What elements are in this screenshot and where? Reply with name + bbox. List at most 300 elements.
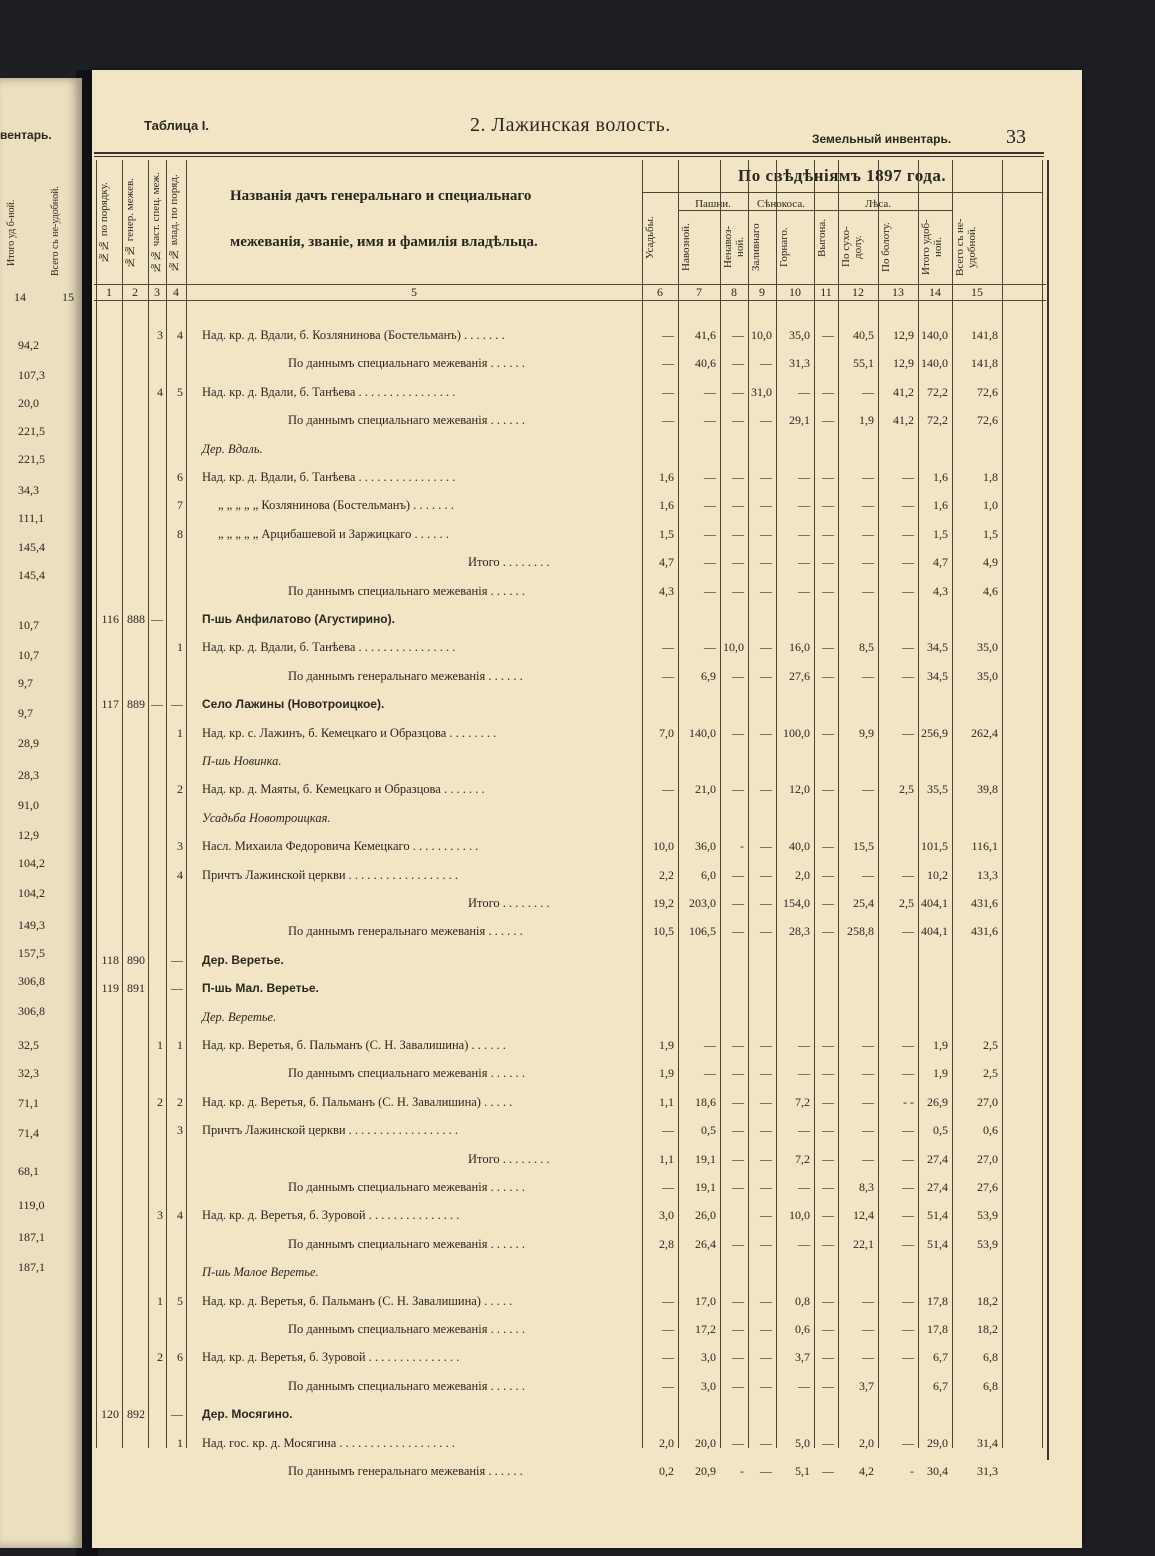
value-cell: — bbox=[798, 527, 810, 541]
value-cell: 41,2 bbox=[893, 385, 914, 399]
table-row bbox=[92, 1407, 1052, 1429]
value-cell: — bbox=[862, 1123, 874, 1137]
value-cell: 1,6 bbox=[659, 498, 674, 512]
table-row bbox=[92, 782, 1052, 804]
value-cell: — bbox=[704, 1066, 716, 1080]
column-number: 10 bbox=[789, 285, 801, 299]
row-number-cell: 118 bbox=[101, 953, 119, 967]
column-group-label: Сѣнокоса. bbox=[757, 198, 805, 210]
row-number-cell: 890 bbox=[127, 953, 145, 967]
value-cell: 12,9 bbox=[893, 328, 914, 342]
value-cell: — bbox=[662, 1322, 674, 1336]
row-number-cell: 6 bbox=[177, 1350, 183, 1364]
value-cell: 6,0 bbox=[701, 868, 716, 882]
value-cell: 19,1 bbox=[695, 1180, 716, 1194]
row-name: По даннымъ генеральнаго межеванія . . . . . . bbox=[288, 1464, 523, 1478]
table-row bbox=[92, 527, 1052, 549]
value-cell: — bbox=[822, 1464, 834, 1478]
prev-value: 187,1 bbox=[18, 1230, 45, 1244]
value-cell: 10,2 bbox=[927, 868, 948, 882]
value-cell: — bbox=[662, 640, 674, 654]
table-row bbox=[92, 726, 1052, 748]
number-column-label: №№ генер. межев. bbox=[124, 178, 136, 268]
value-cell: 1,9 bbox=[859, 413, 874, 427]
value-cell: 2,5 bbox=[899, 782, 914, 796]
value-cell: 41,6 bbox=[695, 328, 716, 342]
value-cell: 3,0 bbox=[701, 1379, 716, 1393]
row-name: Над. кр. д. Вдали, б. Танѣева . . . . . . . . . . . . . . . . bbox=[202, 470, 456, 484]
prev-value: 10,7 bbox=[18, 618, 39, 632]
value-cell: — bbox=[862, 1152, 874, 1166]
value-column-label: По сухо- долу. bbox=[840, 226, 864, 268]
value-cell: — bbox=[704, 555, 716, 569]
value-cell: 6,7 bbox=[933, 1379, 948, 1393]
column-rule bbox=[96, 160, 97, 1448]
row-name: Причтъ Лажинской церкви . . . . . . . . . . . . . . . . . . bbox=[202, 1123, 459, 1137]
value-cell: 9,9 bbox=[859, 726, 874, 740]
table-row bbox=[92, 981, 1052, 1003]
section-label: Земельный инвентарь. bbox=[812, 132, 952, 146]
row-number-cell: 2 bbox=[157, 1350, 163, 1364]
prev-column-number: 15 bbox=[62, 290, 74, 304]
value-cell: 26,4 bbox=[695, 1237, 716, 1251]
value-cell: 431,6 bbox=[971, 924, 998, 938]
value-cell: 15,5 bbox=[853, 839, 874, 853]
value-cell: — bbox=[902, 498, 914, 512]
value-cell: 72,6 bbox=[977, 385, 998, 399]
table-row bbox=[92, 1010, 1052, 1032]
value-cell: — bbox=[862, 470, 874, 484]
value-cell: — bbox=[822, 868, 834, 882]
column-rule bbox=[186, 160, 187, 1448]
value-column-label: Заливнаго bbox=[750, 223, 762, 271]
row-number-cell: — bbox=[151, 697, 163, 711]
prev-value: 145,4 bbox=[18, 540, 45, 554]
row-name: Над. кр. д. Веретья, б. Пальманъ (С. Н. Завалишина) . . . . . bbox=[202, 1294, 513, 1308]
table-row bbox=[92, 328, 1052, 350]
value-cell: 39,8 bbox=[977, 782, 998, 796]
row-number-cell: 116 bbox=[101, 612, 119, 626]
table-row bbox=[92, 1038, 1052, 1060]
row-number-cell: — bbox=[171, 981, 183, 995]
value-cell: — bbox=[662, 1294, 674, 1308]
value-cell: 16,0 bbox=[789, 640, 810, 654]
value-cell: 12,0 bbox=[789, 782, 810, 796]
row-name: П-шь Малое Веретье. bbox=[202, 1265, 319, 1279]
column-group-label: Пашни. bbox=[695, 198, 731, 210]
value-cell: — bbox=[822, 584, 834, 598]
value-cell: — bbox=[902, 527, 914, 541]
value-cell: — bbox=[902, 1294, 914, 1308]
row-name: Над. кр. д. Вдали, б. Танѣева . . . . . . . . . . . . . . . . bbox=[202, 640, 456, 654]
page-number: 33 bbox=[1006, 126, 1026, 148]
row-name: Село Лажины (Новотроицкое). bbox=[202, 697, 385, 711]
value-cell: 36,0 bbox=[695, 839, 716, 853]
value-cell: — bbox=[732, 782, 744, 796]
prev-value: 157,5 bbox=[18, 946, 45, 960]
value-cell: 0,6 bbox=[983, 1123, 998, 1137]
value-cell: — bbox=[732, 1350, 744, 1364]
value-cell: — bbox=[862, 1294, 874, 1308]
value-cell: 72,6 bbox=[977, 413, 998, 427]
value-cell: — bbox=[902, 1180, 914, 1194]
table-row bbox=[92, 896, 1052, 918]
column-group-label: Лѣса. bbox=[864, 198, 892, 210]
table-row bbox=[92, 1095, 1052, 1117]
table-row bbox=[92, 1265, 1052, 1287]
value-cell: — bbox=[822, 896, 834, 910]
value-cell: 140,0 bbox=[689, 726, 716, 740]
value-column-label: Ненавоз- ной. bbox=[722, 225, 746, 269]
value-cell: — bbox=[760, 1123, 772, 1137]
value-cell: 26,0 bbox=[695, 1208, 716, 1222]
table-row bbox=[92, 1066, 1052, 1088]
value-cell: — bbox=[760, 1294, 772, 1308]
column-rule bbox=[642, 160, 643, 1448]
value-cell: — bbox=[760, 868, 772, 882]
table-row bbox=[92, 413, 1052, 435]
value-cell: 22,1 bbox=[853, 1237, 874, 1251]
table-row bbox=[92, 1464, 1052, 1486]
value-cell: 35,0 bbox=[977, 669, 998, 683]
value-cell: — bbox=[902, 924, 914, 938]
column-number: 6 bbox=[657, 285, 663, 299]
table-label: Таблица I. bbox=[144, 118, 210, 133]
value-column-label: Усадьбы. bbox=[644, 216, 656, 260]
value-cell: — bbox=[732, 1237, 744, 1251]
value-cell: 18,2 bbox=[977, 1294, 998, 1308]
prev-value: 10,7 bbox=[18, 648, 39, 662]
value-cell: — bbox=[902, 1123, 914, 1137]
row-name: По даннымъ специальнаго межеванія . . . . . . bbox=[288, 1180, 525, 1194]
column-rule bbox=[720, 160, 721, 1448]
value-cell: 8,5 bbox=[859, 640, 874, 654]
value-cell: — bbox=[662, 328, 674, 342]
value-cell: — bbox=[662, 1350, 674, 1364]
value-cell: — bbox=[732, 413, 744, 427]
value-cell: — bbox=[662, 413, 674, 427]
table-row bbox=[92, 953, 1052, 975]
value-cell: — bbox=[798, 1038, 810, 1052]
value-cell: — bbox=[902, 1152, 914, 1166]
value-cell: — bbox=[732, 1180, 744, 1194]
row-number-cell: 2 bbox=[177, 782, 183, 796]
value-cell: 27,0 bbox=[977, 1095, 998, 1109]
value-cell: 101,5 bbox=[921, 839, 948, 853]
value-cell: 34,5 bbox=[927, 669, 948, 683]
table-row bbox=[92, 811, 1052, 833]
value-cell: — bbox=[662, 385, 674, 399]
column-rule bbox=[166, 160, 167, 1448]
value-cell: 431,6 bbox=[971, 896, 998, 910]
row-number-cell: 120 bbox=[101, 1407, 119, 1421]
row-name: Итого . . . . . . . . bbox=[468, 1152, 550, 1166]
row-number-cell: 3 bbox=[177, 1123, 183, 1137]
value-cell: 1,1 bbox=[659, 1095, 674, 1109]
value-cell: — bbox=[732, 356, 744, 370]
value-cell: 27,6 bbox=[977, 1180, 998, 1194]
row-name: По даннымъ специальнаго межеванія . . . . . . bbox=[288, 1066, 525, 1080]
table-row bbox=[92, 839, 1052, 861]
value-cell: — bbox=[862, 1038, 874, 1052]
value-cell: 4,7 bbox=[659, 555, 674, 569]
value-cell: — bbox=[732, 669, 744, 683]
value-cell: 4,3 bbox=[659, 584, 674, 598]
value-cell: 40,5 bbox=[853, 328, 874, 342]
value-cell: — bbox=[704, 498, 716, 512]
value-cell: 4,9 bbox=[983, 555, 998, 569]
value-cell: — bbox=[760, 1350, 772, 1364]
row-number-cell: 3 bbox=[157, 328, 163, 342]
value-cell: — bbox=[862, 555, 874, 569]
value-cell: — bbox=[902, 1237, 914, 1251]
value-cell: — bbox=[760, 1180, 772, 1194]
value-column-label: Итого удоб- ной. bbox=[920, 219, 944, 275]
value-cell: — bbox=[760, 527, 772, 541]
value-cell: — bbox=[798, 1180, 810, 1194]
value-cell: — bbox=[760, 1208, 772, 1222]
value-cell: — bbox=[822, 640, 834, 654]
value-cell: — bbox=[822, 385, 834, 399]
value-cell: — bbox=[862, 1322, 874, 1336]
row-name: По даннымъ специальнаго межеванія . . . . . . bbox=[288, 584, 525, 598]
value-cell: — bbox=[902, 1038, 914, 1052]
value-cell: 106,5 bbox=[689, 924, 716, 938]
value-cell: - bbox=[740, 839, 744, 853]
value-cell: 100,0 bbox=[783, 726, 810, 740]
row-name: Итого . . . . . . . . bbox=[468, 555, 550, 569]
prev-column-label: Итого уд б-ной. bbox=[6, 199, 17, 267]
value-cell: 29,1 bbox=[789, 413, 810, 427]
prev-value: 20,0 bbox=[18, 396, 39, 410]
row-name: Над. кр. д. Веретья, б. Пальманъ (С. Н. Завалишина) . . . . . bbox=[202, 1095, 513, 1109]
row-number-cell: 4 bbox=[177, 868, 183, 882]
table-title-line2: межеванія, званіе, имя и фамилія владѣльца. bbox=[230, 234, 538, 250]
value-cell: — bbox=[798, 1379, 810, 1393]
value-cell: 404,1 bbox=[921, 924, 948, 938]
value-cell: — bbox=[760, 470, 772, 484]
value-cell: 5,1 bbox=[795, 1464, 810, 1478]
colnum-bottom-rule bbox=[94, 300, 1046, 301]
value-column-label: Горнаго. bbox=[778, 227, 790, 267]
value-cell: — bbox=[732, 1095, 744, 1109]
value-cell: — bbox=[822, 527, 834, 541]
value-cell: 17,2 bbox=[695, 1322, 716, 1336]
row-name: Над. кр. Веретья, б. Пальманъ (С. Н. Завалишина) . . . . . . bbox=[202, 1038, 506, 1052]
table-row bbox=[92, 868, 1052, 890]
table-row bbox=[92, 754, 1052, 776]
row-name: Над. кр. с. Лажинъ, б. Кемецкаго и Образцова . . . . . . . . bbox=[202, 726, 497, 740]
value-cell: 154,0 bbox=[783, 896, 810, 910]
value-cell: 1,5 bbox=[933, 527, 948, 541]
value-column-label: Навозной. bbox=[680, 223, 692, 271]
value-cell: — bbox=[798, 385, 810, 399]
value-cell: — bbox=[732, 1123, 744, 1137]
prev-value: 91,0 bbox=[18, 798, 39, 812]
value-cell: — bbox=[760, 413, 772, 427]
table-title-line1: Названія дачъ генеральнаго и специальнаго bbox=[230, 188, 532, 204]
prev-value: 111,1 bbox=[18, 511, 45, 525]
row-name: Насл. Михаила Федоровича Кемецкаго . . . . . . . . . . . bbox=[202, 839, 479, 853]
value-cell: 0,6 bbox=[795, 1322, 810, 1336]
survey-title: По свѣдѣніямъ 1897 года. bbox=[738, 166, 947, 185]
value-cell: 27,4 bbox=[927, 1152, 948, 1166]
value-cell: — bbox=[662, 1123, 674, 1137]
value-cell: 4,6 bbox=[983, 584, 998, 598]
value-cell: 53,9 bbox=[977, 1237, 998, 1251]
row-number-cell: 1 bbox=[177, 640, 183, 654]
value-cell: 51,4 bbox=[927, 1208, 948, 1222]
value-cell: — bbox=[760, 669, 772, 683]
prev-value: 68,1 bbox=[18, 1164, 39, 1178]
number-column-label: №№ влад. по поряд. bbox=[168, 174, 180, 272]
value-cell: 10,0 bbox=[723, 640, 744, 654]
row-name: Дер. Веретье. bbox=[202, 1010, 277, 1024]
row-number-cell: 1 bbox=[177, 1038, 183, 1052]
value-cell: 2,5 bbox=[899, 896, 914, 910]
value-cell: 18,6 bbox=[695, 1095, 716, 1109]
row-name: Причтъ Лажинской церкви . . . . . . . . . . . . . . . . . . bbox=[202, 868, 459, 882]
column-rule bbox=[1042, 160, 1043, 1448]
table-row bbox=[92, 1180, 1052, 1202]
value-cell: 21,0 bbox=[695, 782, 716, 796]
prev-value: 104,2 bbox=[18, 856, 45, 870]
value-cell: — bbox=[760, 924, 772, 938]
value-cell: — bbox=[760, 1379, 772, 1393]
column-number: 12 bbox=[852, 285, 864, 299]
value-cell: — bbox=[760, 498, 772, 512]
prev-value: 145,4 bbox=[18, 568, 45, 582]
row-number-cell: — bbox=[151, 612, 163, 626]
column-number: 2 bbox=[132, 285, 138, 299]
value-cell: 140,0 bbox=[921, 328, 948, 342]
value-cell: 19,1 bbox=[695, 1152, 716, 1166]
value-cell: — bbox=[760, 1237, 772, 1251]
prev-value: 28,3 bbox=[18, 768, 39, 782]
value-cell: 203,0 bbox=[689, 896, 716, 910]
row-name: П-шь Анфилатово (Агустирино). bbox=[202, 612, 395, 626]
value-cell: — bbox=[732, 1436, 744, 1450]
prev-value: 221,5 bbox=[18, 424, 45, 438]
value-cell: — bbox=[662, 669, 674, 683]
value-cell: — bbox=[798, 1237, 810, 1251]
value-cell: 31,3 bbox=[789, 356, 810, 370]
prev-value: 187,1 bbox=[18, 1260, 45, 1274]
prev-value: 32,5 bbox=[18, 1038, 39, 1052]
value-cell: 0,2 bbox=[659, 1464, 674, 1478]
value-cell: — bbox=[704, 470, 716, 484]
table-row bbox=[92, 924, 1052, 946]
value-cell: — bbox=[732, 584, 744, 598]
value-cell: 141,8 bbox=[971, 356, 998, 370]
value-cell: — bbox=[662, 1379, 674, 1393]
value-cell: — bbox=[862, 1066, 874, 1080]
row-name: По даннымъ специальнаго межеванія . . . . . . bbox=[288, 1379, 525, 1393]
column-rule bbox=[122, 160, 123, 1448]
row-number-cell: 5 bbox=[177, 1294, 183, 1308]
table-row bbox=[92, 1350, 1052, 1372]
value-cell: 258,8 bbox=[847, 924, 874, 938]
column-number: 11 bbox=[820, 285, 832, 299]
value-cell: — bbox=[822, 498, 834, 512]
prev-value: 12,9 bbox=[18, 828, 39, 842]
value-cell: 1,9 bbox=[659, 1038, 674, 1052]
value-cell: — bbox=[760, 782, 772, 796]
row-number-cell: 889 bbox=[127, 697, 145, 711]
value-cell: — bbox=[760, 726, 772, 740]
value-cell: — bbox=[902, 1322, 914, 1336]
value-cell: — bbox=[822, 328, 834, 342]
value-cell: — bbox=[732, 555, 744, 569]
row-number-cell: 2 bbox=[157, 1095, 163, 1109]
value-cell: - bbox=[910, 1464, 914, 1478]
value-cell: — bbox=[760, 1436, 772, 1450]
value-cell: 116,1 bbox=[971, 839, 998, 853]
value-cell: — bbox=[760, 1152, 772, 1166]
value-cell: 27,0 bbox=[977, 1152, 998, 1166]
value-cell: — bbox=[732, 385, 744, 399]
value-cell: — bbox=[704, 413, 716, 427]
value-cell: — bbox=[862, 669, 874, 683]
value-cell: — bbox=[902, 1350, 914, 1364]
column-number: 7 bbox=[696, 285, 702, 299]
row-name: Дер. Мосягино. bbox=[202, 1407, 293, 1421]
table-row bbox=[92, 1208, 1052, 1230]
row-number-cell: 3 bbox=[157, 1208, 163, 1222]
column-rule bbox=[748, 160, 749, 1448]
value-cell: — bbox=[822, 555, 834, 569]
value-cell: 1,6 bbox=[933, 498, 948, 512]
row-name: По даннымъ специальнаго межеванія . . . . . . bbox=[288, 356, 525, 370]
value-cell: 12,9 bbox=[893, 356, 914, 370]
value-cell: — bbox=[822, 413, 834, 427]
value-cell: — bbox=[822, 1038, 834, 1052]
value-cell: — bbox=[822, 1322, 834, 1336]
survey-rule bbox=[642, 192, 1042, 193]
value-cell: — bbox=[822, 782, 834, 796]
row-name: Дер. Вдаль. bbox=[202, 442, 263, 456]
column-rule bbox=[776, 160, 777, 1448]
value-cell: 31,4 bbox=[977, 1436, 998, 1450]
value-cell: 26,9 bbox=[927, 1095, 948, 1109]
value-cell: 10,5 bbox=[653, 924, 674, 938]
row-number-cell: 4 bbox=[177, 328, 183, 342]
prev-value: 71,4 bbox=[18, 1126, 39, 1140]
row-name: По даннымъ генеральнаго межеванія . . . . . . bbox=[288, 924, 523, 938]
row-number-cell: 1 bbox=[157, 1038, 163, 1052]
value-cell: — bbox=[822, 1436, 834, 1450]
value-cell: — bbox=[862, 782, 874, 796]
value-cell: — bbox=[760, 1038, 772, 1052]
column-rule bbox=[838, 160, 839, 1448]
prev-value: 32,3 bbox=[18, 1066, 39, 1080]
value-cell: 0,8 bbox=[795, 1294, 810, 1308]
value-cell: — bbox=[822, 924, 834, 938]
value-cell: 17,8 bbox=[927, 1294, 948, 1308]
value-cell: 30,4 bbox=[927, 1464, 948, 1478]
value-cell: — bbox=[822, 1066, 834, 1080]
value-cell: 1,5 bbox=[983, 527, 998, 541]
value-cell: 2,0 bbox=[659, 1436, 674, 1450]
value-cell: — bbox=[902, 1436, 914, 1450]
column-number: 1 bbox=[106, 285, 112, 299]
value-cell: — bbox=[822, 669, 834, 683]
table-row bbox=[92, 442, 1052, 464]
value-cell: — bbox=[862, 498, 874, 512]
row-name: Над. кр. д. Вдали, б. Козлянинова (Бостельманъ) . . . . . . . bbox=[202, 328, 505, 342]
value-cell: — bbox=[862, 1350, 874, 1364]
row-number-cell: 2 bbox=[177, 1095, 183, 1109]
